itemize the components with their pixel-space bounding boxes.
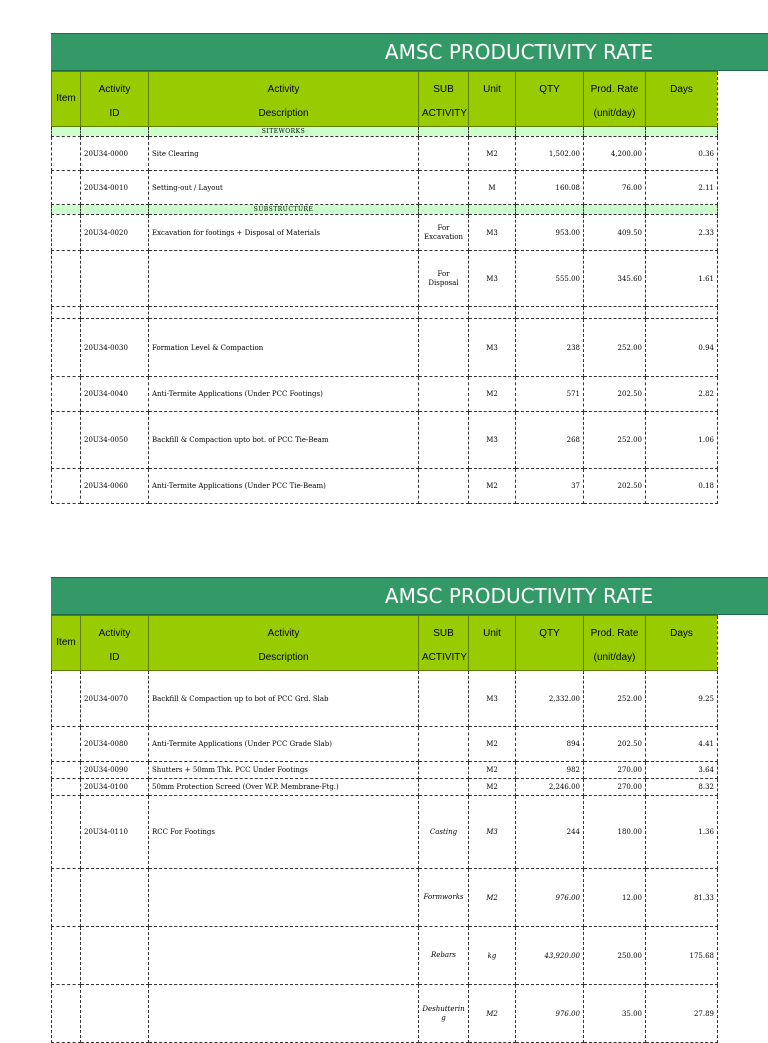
table-row: Deshutterin g M2 976.00 35.00 27.89 xyxy=(52,985,718,1043)
table-row xyxy=(52,307,718,319)
header-days: Days xyxy=(646,616,718,671)
header-unit: Unit xyxy=(469,72,516,127)
section-row xyxy=(52,205,718,215)
header-qty: QTY xyxy=(516,72,584,127)
productivity-table xyxy=(51,615,718,1043)
header-item: Item xyxy=(52,616,81,671)
header-description: Activity Description xyxy=(149,72,419,127)
table-row: Rebars kg 43,920.00 250.00 175.68 xyxy=(52,927,718,985)
section-row xyxy=(52,127,718,137)
header-unit: Unit xyxy=(469,616,516,671)
table-row: Formworks M2 976.00 12.00 81.33 xyxy=(52,869,718,927)
header-prod-rate: Prod. Rate (unit/day) xyxy=(584,616,646,671)
table-row: For Disposal M3 555.00 345.60 1.61 xyxy=(52,251,718,307)
table-row: 20U34-0030 Formation Level & Compaction M3 238 252.00 0.94 xyxy=(52,319,718,377)
header-row xyxy=(52,616,718,671)
header-days: Days xyxy=(646,72,718,127)
header-item: Item xyxy=(52,72,81,127)
sheet-title: AMSC PRODUCTIVITY RATE xyxy=(384,40,654,64)
header-row xyxy=(52,72,718,127)
table-row: 20U34-0090 Shutters + 50mm Thk. PCC Under Footings M2 982 270.00 3.64 xyxy=(52,762,718,779)
table-row: 20U34-0110 RCC For Footings Casting M3 244 180.00 1.36 xyxy=(52,796,718,869)
table-row: 20U34-0050 Backfill & Compaction upto bot. of PCC Tie-Beam M3 268 252.00 1.06 xyxy=(52,412,718,469)
section-label: SUBSTRUCTURE xyxy=(149,205,419,215)
header-activity-id: Activity ID xyxy=(81,72,149,127)
header-qty: QTY xyxy=(516,616,584,671)
table-row: 20U34-0000 Site Clearing M2 1,502.00 4,200.00 0.36 xyxy=(52,137,718,171)
table-row: 20U34-0100 50mm Protection Screed (Over W.P. Membrane-Ftg.) M2 2,246.00 270.00 8.32 xyxy=(52,779,718,796)
header-activity-id: Activity ID xyxy=(81,616,149,671)
productivity-table xyxy=(51,71,718,504)
sheet-title: AMSC PRODUCTIVITY RATE xyxy=(384,584,654,608)
productivity-sheet-1 xyxy=(51,33,768,504)
table-row: 20U34-0010 Setting-out / Layout M 160.08 76.00 2.11 xyxy=(52,171,718,205)
productivity-sheet-2 xyxy=(51,577,768,1043)
header-description: Activity Description xyxy=(149,616,419,671)
table-row: 20U34-0070 Backfill & Compaction up to bot of PCC Grd. Slab M3 2,332.00 252.00 9.25 xyxy=(52,671,718,727)
table-row: 20U34-0080 Anti-Termite Applications (Under PCC Grade Slab) M2 894 202.50 4.41 xyxy=(52,727,718,762)
table-row: 20U34-0040 Anti-Termite Applications (Under PCC Footings) M2 571 202.50 2.82 xyxy=(52,377,718,412)
section-label: SITEWORKS xyxy=(149,127,419,137)
title-bar xyxy=(51,33,768,71)
table-row: 20U34-0020 Excavation for footings + Disposal of Materials For Excavation M3 953.00 409.50 2.33 xyxy=(52,215,718,251)
table-row: 20U34-0060 Anti-Termite Applications (Under PCC Tie-Beam) M2 37 202.50 0.18 xyxy=(52,469,718,504)
header-sub-activity: SUB ACTIVITY xyxy=(419,72,469,127)
header-prod-rate: Prod. Rate (unit/day) xyxy=(584,72,646,127)
header-sub-activity: SUB ACTIVITY xyxy=(419,616,469,671)
title-bar xyxy=(51,577,768,615)
